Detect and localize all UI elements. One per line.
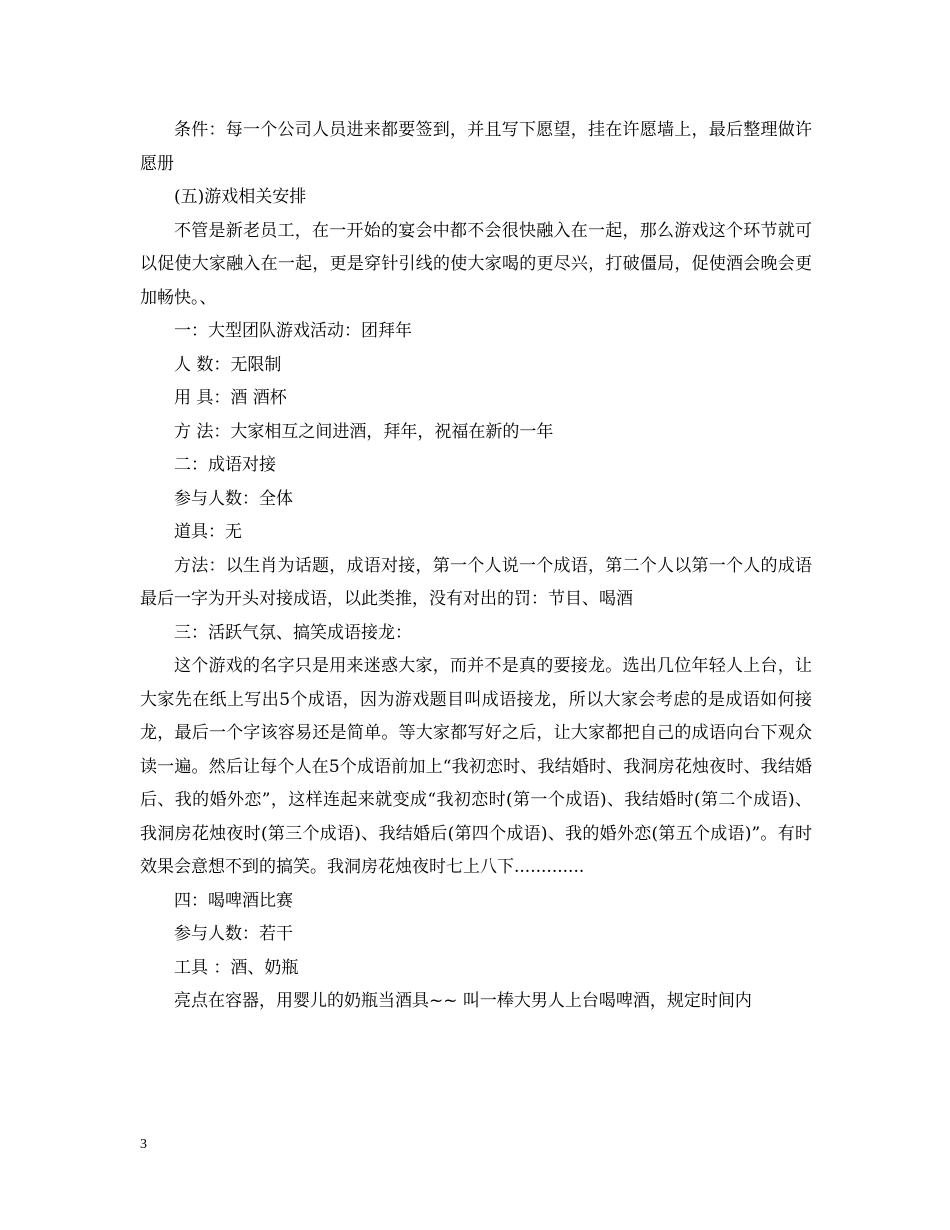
game-4-people: 参与人数：若干 <box>174 924 293 944</box>
game-3-description: 这个游戏的名字只是用来迷惑大家，而并不是真的要接龙。选出几位年轻人上台，让大家先在纸上写出5个成语，因为游戏题目叫成语接龙，所以大家会考虑的是成语如何接龙，最后一个字该容易还是简单。等大家都写好之后，让大家都把自己的成语向台下观众读一遍。然后让每个人在5个成语前加上“我初恋时、我结婚时、我洞房花烛夜时、我结婚后、我的婚外恋”，这样连起来就变成“我初恋时(第一个成语)、我结婚时(第二个成语)、我洞房花烛夜时(第三个成语)、我结婚后(第四个成语)、我的婚外恋(第五个成语)”。有时效果会意想不到的搞笑。我洞房花烛夜时七上八下............. <box>140 656 812 877</box>
game-1-people: 人 数：无限制 <box>174 354 282 375</box>
game-4-highlight: 亮点在容器，用婴儿的奶瓶当酒具~~ 叫一棒大男人上台喝啤酒，规定时间内 <box>174 991 752 1011</box>
game-1-title: 一：大型团队游戏活动：团拜年 <box>174 321 412 341</box>
game-3-title: 三：活跃气氛、搞笑成语接龙： <box>174 622 412 643</box>
paragraph-wish-condition: 条件：每一个公司人员进来都要签到，并且写下愿望，挂在许愿墙上，最后整理做许愿册 <box>140 120 812 174</box>
section-heading-games: (五)游戏相关安排 <box>174 187 307 207</box>
game-2-people: 参与人数：全体 <box>174 488 293 509</box>
game-4-tools: 工具 ：酒、奶瓶 <box>174 957 299 978</box>
body-text <box>140 114 812 1019</box>
game-2-props: 道具：无 <box>174 522 242 542</box>
page-number: 3 <box>140 1137 147 1152</box>
game-4-title: 四：喝啤酒比赛 <box>174 890 293 911</box>
game-2-method: 方法：以生肖为话题，成语对接，第一个人说一个成语，第二个人以第一个人的成语最后一字为开头对接成语，以此类推，没有对出的罚：节目、喝酒 <box>140 555 812 609</box>
game-1-tools: 用 具：酒 酒杯 <box>174 388 287 408</box>
game-2-title: 二：成语对接 <box>174 455 276 475</box>
game-1-method: 方 法：大家相互之间进酒，拜年，祝福在新的一年 <box>174 421 554 442</box>
paragraph-games-intro: 不管是新老员工，在一开始的宴会中都不会很快融入在一起，那么游戏这个环节就可以促使大家融入在一起，更是穿针引线的使大家喝的更尽兴，打破僵局，促使酒会晚会更加畅快。、 <box>140 220 812 308</box>
